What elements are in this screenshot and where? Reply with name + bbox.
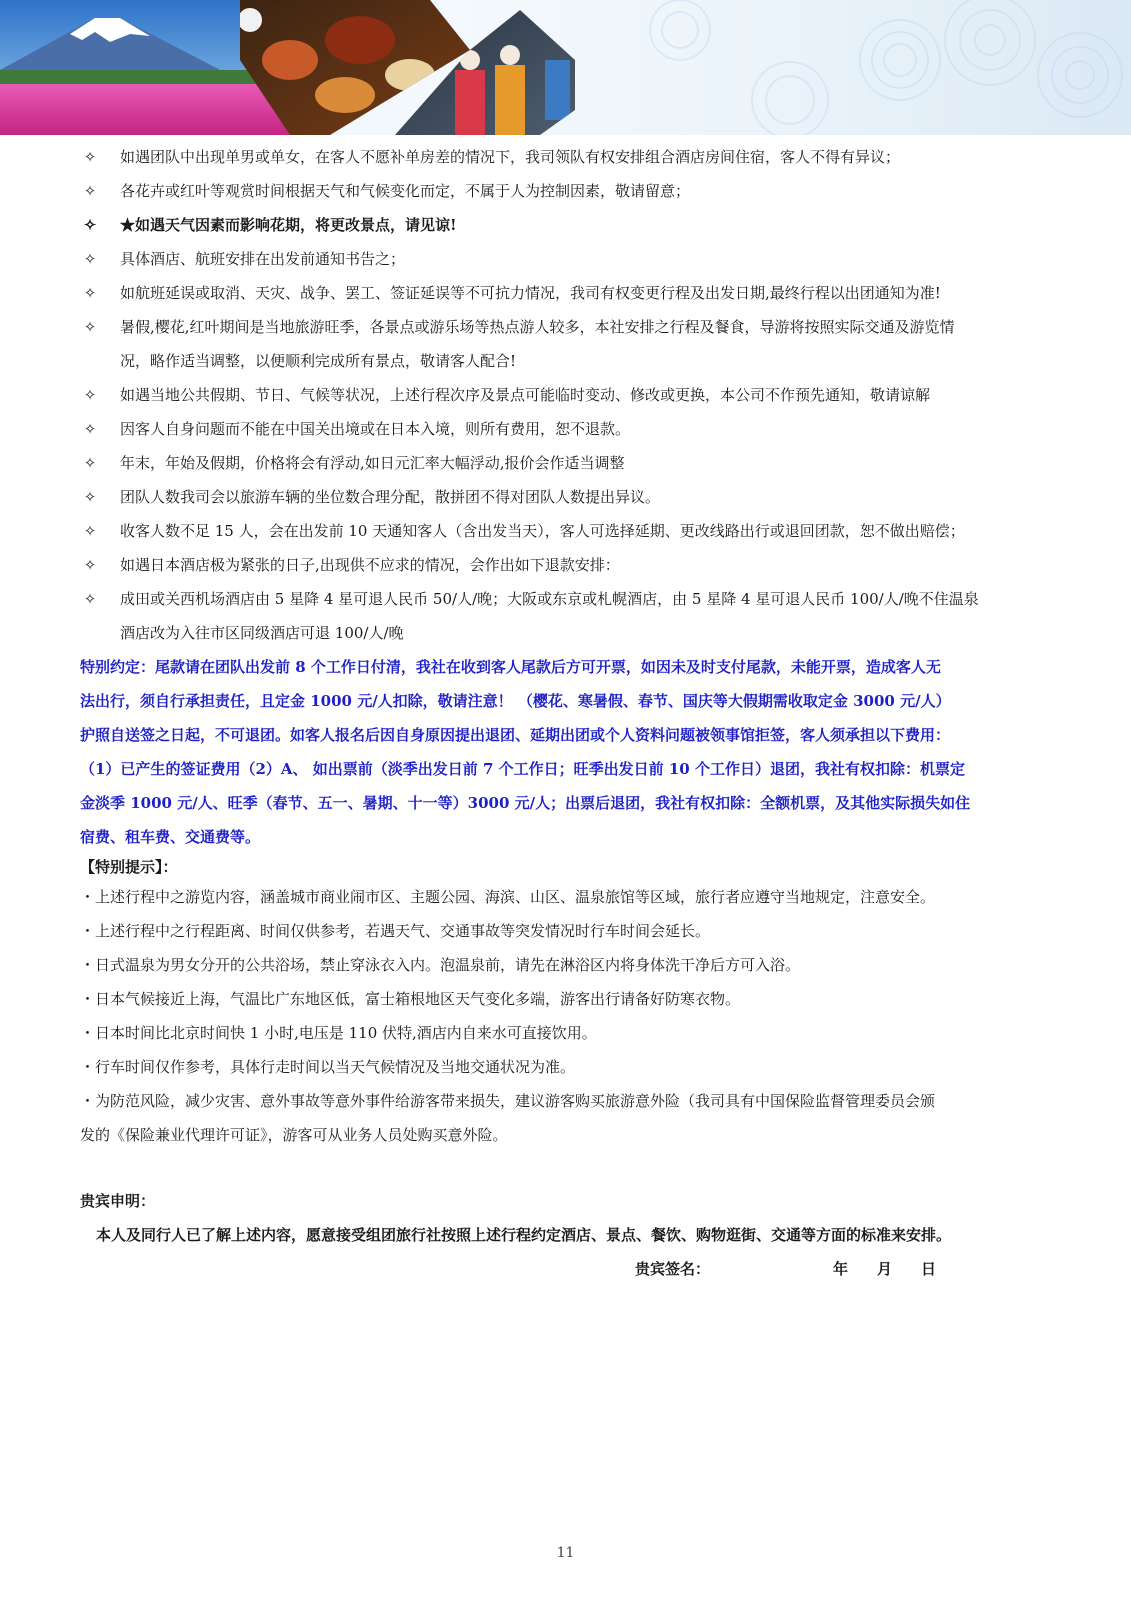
special-terms-line: 金淡季 1000 元/人、旺季（春节、五一、暑期、十一等）3000 元/人；出票后退团，我社有权扣除：全额机票，及其他实际损失如住 bbox=[80, 794, 971, 812]
note-text: ★如遇天气因素而影响花期，将更改景点，请见谅! bbox=[120, 216, 457, 234]
special-terms-line: （1）已产生的签证费用（2）A、 如出票前（淡季出发日前 7 个工作日；旺季出发日前 10 个工作日）退团，我社有权扣除：机票定 bbox=[80, 760, 965, 778]
tip-line: ・为防范风险，减少灾害、意外事故等意外事件给游客带来损失，建议游客购买旅游意外险（我司具有中国保险监督管理委员会颁 bbox=[80, 1092, 936, 1110]
note-text: 各花卉或红叶等观赏时间根据天气和气候变化而定，不属于人为控制因素，敬请留意； bbox=[120, 182, 691, 200]
tip-line: ・上述行程中之行程距离、时间仅供参考，若遇天气、交通事故等突发情况时行车时间会延长。 bbox=[80, 922, 711, 940]
declaration-statement: 本人及同行人已了解上述内容，愿意接受组团旅行社按照上述行程约定酒店、景点、餐饮、购物逛街、交通等方面的标准来安排。 bbox=[96, 1226, 952, 1244]
signature-label: 贵宾签名： bbox=[635, 1260, 711, 1278]
diamond-bullet-icon: ✧ bbox=[83, 216, 97, 234]
tip-line: ・日式温泉为男女分开的公共浴场，禁止穿泳衣入内。泡温泉前，请先在淋浴区内将身体洗干净后方可入浴。 bbox=[80, 956, 801, 974]
tip-line: ・上述行程中之游览内容，涵盖城市商业闹市区、主题公园、海滨、山区、温泉旅馆等区域，旅行者应遵守当地规定，注意安全。 bbox=[80, 888, 936, 906]
note-text: 具体酒店、航班安排在出发前通知书告之； bbox=[120, 250, 406, 268]
diamond-bullet-icon: ✧ bbox=[83, 522, 97, 540]
special-terms-line: 护照自送签之日起，不可退团。如客人报名后因自身原因提出退团、延期出团或个人资料问题被领事馆拒签，客人须承担以下费用： bbox=[80, 726, 951, 744]
note-text: 如航班延误或取消、天灾、战争、罢工、签证延误等不可抗力情况，我司有权变更行程及出发日期,最终行程以出团通知为准! bbox=[120, 284, 941, 302]
signature-line bbox=[635, 1252, 1055, 1286]
diamond-bullet-icon: ✧ bbox=[83, 454, 97, 472]
diamond-bullet-icon: ✧ bbox=[83, 148, 97, 166]
tip-line: ・日本气候接近上海，气温比广东地区低，富士箱根地区天气变化多端，游客出行请备好防寒衣物。 bbox=[80, 990, 741, 1008]
note-text: 成田或关西机场酒店由 5 星降 4 星可退人民币 50/人/晚；大阪或东京或札幌酒店，由 5 星降 4 星可退人民币 100/人/晚不住温泉 bbox=[120, 590, 979, 608]
note-text: 年末，年始及假期，价格将会有浮动,如日元汇率大幅浮动,报价会作适当调整 bbox=[120, 454, 625, 472]
diamond-bullet-icon: ✧ bbox=[83, 420, 97, 438]
note-text: 团队人数我司会以旅游车辆的坐位数合理分配，散拼团不得对团队人数提出异议。 bbox=[120, 488, 661, 506]
special-terms-line: 法出行，须自行承担责任，且定金 1000 元/人扣除，敬请注意！ （樱花、寒暑假、春节、国庆等大假期需收取定金 3000 元/人） bbox=[80, 692, 951, 710]
diamond-bullet-icon: ✧ bbox=[83, 284, 97, 302]
declaration-title: 贵宾申明： bbox=[80, 1192, 156, 1210]
tip-line: ・行车时间仅作参考，具体行走时间以当天气候情况及当地交通状况为准。 bbox=[80, 1058, 576, 1076]
tip-line: 发的《保险兼业代理许可证》，游客可从业务人员处购买意外险。 bbox=[80, 1126, 508, 1144]
diamond-bullet-icon: ✧ bbox=[83, 556, 97, 574]
special-terms-line: 宿费、租车费、交通费等。 bbox=[80, 828, 261, 846]
note-text: 因客人自身问题而不能在中国关出境或在日本入境，则所有费用，恕不退款。 bbox=[120, 420, 631, 438]
diamond-bullet-icon: ✧ bbox=[83, 318, 97, 336]
date-month: 月 bbox=[877, 1260, 893, 1278]
diamond-bullet-icon: ✧ bbox=[83, 182, 97, 200]
diamond-bullet-icon: ✧ bbox=[83, 488, 97, 506]
note-text: 如遇当地公共假期、节日、气候等状况，上述行程次序及景点可能临时变动、修改或更换，本公司不作预先通知，敬请谅解 bbox=[120, 386, 931, 404]
date-day: 日 bbox=[921, 1260, 937, 1278]
diamond-bullet-icon: ✧ bbox=[83, 386, 97, 404]
diamond-bullet-icon: ✧ bbox=[83, 590, 97, 608]
page-number: 11 bbox=[556, 1545, 575, 1561]
tip-line: ・日本时间比北京时间快 1 小时,电压是 110 伏特,酒店内自来水可直接饮用。 bbox=[80, 1024, 597, 1042]
note-continuation: 况，略作适当调整，以便顺利完成所有景点，敬请客人配合! bbox=[120, 352, 517, 370]
tips-title: 【特别提示】： bbox=[80, 858, 178, 876]
note-continuation: 酒店改为入往市区同级酒店可退 100/人/晚 bbox=[120, 624, 404, 642]
note-text: 如遇团队中出现单男或单女，在客人不愿补单房差的情况下，我司领队有权安排组合酒店房间住宿，客人不得有异议； bbox=[120, 148, 901, 166]
diamond-bullet-icon: ✧ bbox=[83, 250, 97, 268]
special-terms-line: 特别约定：尾款请在团队出发前 8 个工作日付清，我社在收到客人尾款后方可开票，如因未及时支付尾款，未能开票，造成客人无 bbox=[80, 658, 941, 676]
note-text: 收客人数不足 15 人，会在出发前 10 天通知客人（含出发当天），客人可选择延期、更改线路出行或退回团款，恕不做出赔偿； bbox=[120, 522, 965, 540]
date-year: 年 bbox=[833, 1260, 849, 1278]
note-text: 如遇日本酒店极为紧张的日子,出现供不应求的情况，会作出如下退款安排： bbox=[120, 556, 620, 574]
note-text: 暑假,樱花,红叶期间是当地旅游旺季，各景点或游乐场等热点游人较多，本社安排之行程及餐食，导游将按照实际交通及游览情 bbox=[120, 318, 955, 336]
